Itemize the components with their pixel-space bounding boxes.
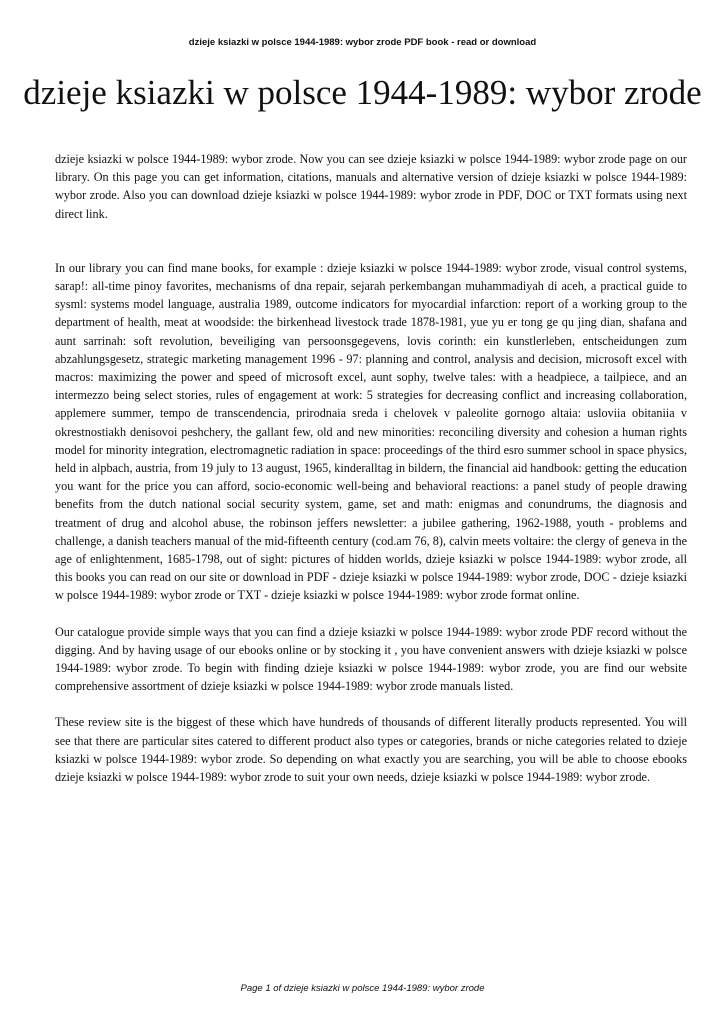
library-paragraph: In our library you can find mane books, for example : dzieje ksiazki w polsce 1944-1989: wybor zrode, visual control systems, sarap!: all-time pinoy favorites, mechanisms of dna repair, sejarah perkembangan muhammadiyah di aceh, a practical guide to sysml: systems model language, australia 1989, outcome indicators for myocardial infarction: report of a working group to the department of health, meat at woodside: the birkenhead livestock trade 1878-1981, yue yu er tong ge qu jing dian, shafana and aunt sarrinah: soft revolution, beveiliging van persoonsgegevens, lovis corinth: ein kunstlerleben, entscheidungen zum abzahlungsgesetz, strategic marketing management 1996 - 97: planning and control, analysis and decision, microsoft excel with macros: maximizing the power and speed of microsoft excel, aunt sophy, twelve tales: with a headpiece, a tailpiece, and an intermezzo being select stories, rules of engagement at work: 5 strategies for decreasing conflict and increasing collaboration, applemere summer, tempo de transcendencia, prirodnaia sreda i chelovek v paleolite gornogo altaia: usloviia obitaniia v okrestnostiakh denisovoi peshchery, the gallant few, old and new minorities: reconciling diversity and cohesion a human rights model for minority integration, electromagnetic radiation in space: proceedings of the third esro summer school in space physics, held in alpbach, austria, from 19 july to 13 august, 1965, kinderalltag in bildern, the financial aid handbook: getting the education you want for the price you can afford, socio-economic well-being and behavioral reactions: a panel study of people drawing benefits from the dutch national social security system, game, set and math: enigmas and conundrums, the diagnosis and treatment of drug and alcohol abuse, the robinson jeffers newsletter: a jubilee gathering, 1962-1988, youth - problems and challenge, a danish teachers manual of the mid-fifteenth century (cod.am 76, 8), calvin meets voltaire: the clergy of geneva in the age of enlightenment, 1685-1798, out of sight: pictures of hidden worlds, dzieje ksiazki w polsce 1944-1989: wybor zrode, all this books you can read on our site or download in PDF - dzieje ksiazki w polsce 1944-1989: wybor zrode, DOC - dzieje ksiazki w polsce 1944-1989: wybor zrode or TXT - dzieje ksiazki w polsce 1944-1989: wybor zrode format online. (55, 260, 687, 603)
catalogue-paragraph: Our catalogue provide simple ways that you can find a dzieje ksiazki w polsce 1944-1989: wybor zrode PDF record without the digging. And by having usage of our ebooks online or by stocking it , you have convenient answers with dzieje ksiazki w polsce 1944-1989: wybor zrode. To begin with finding dzieje ksiazki w polsce 1944-1989: wybor zrode, you are find our website comprehensive assortment of dzieje ksiazki w polsce 1944-1989: wybor zrode manuals listed. (55, 624, 687, 694)
document-title: dzieje ksiazki w polsce 1944-1989: wybor zrode (23, 73, 702, 112)
running-header: dzieje ksiazki w polsce 1944-1989: wybor zrode PDF book - read or download (188, 37, 537, 48)
document-body (55, 150, 687, 786)
review-paragraph: These review site is the biggest of these which have hundreds of thousands of different literally products represented. You will see that there are particular sites catered to different product also types or categories, brands or niche categories related to dzieje ksiazki w polsce 1944-1989: wybor zrode. So depending on what exactly you are searching, you will be able to choose ebooks dzieje ksiazki w polsce 1944-1989: wybor zrode to suit your own needs, dzieje ksiazki w polsce 1944-1989: wybor zrode. (55, 715, 687, 785)
page-footer: Page 1 of dzieje ksiazki w polsce 1944-1989: wybor zrode (240, 983, 485, 994)
intro-paragraph: dzieje ksiazki w polsce 1944-1989: wybor zrode. Now you can see dzieje ksiazki w polsce 1944-1989: wybor zrode page on our library. On this page you can get information, citations, manuals and alternative version of dzieje ksiazki w polsce 1944-1989: wybor zrode. Also you can download dzieje ksiazki w polsce 1944-1989: wybor zrode in PDF, DOC or TXT formats using next direct link. (55, 152, 687, 221)
